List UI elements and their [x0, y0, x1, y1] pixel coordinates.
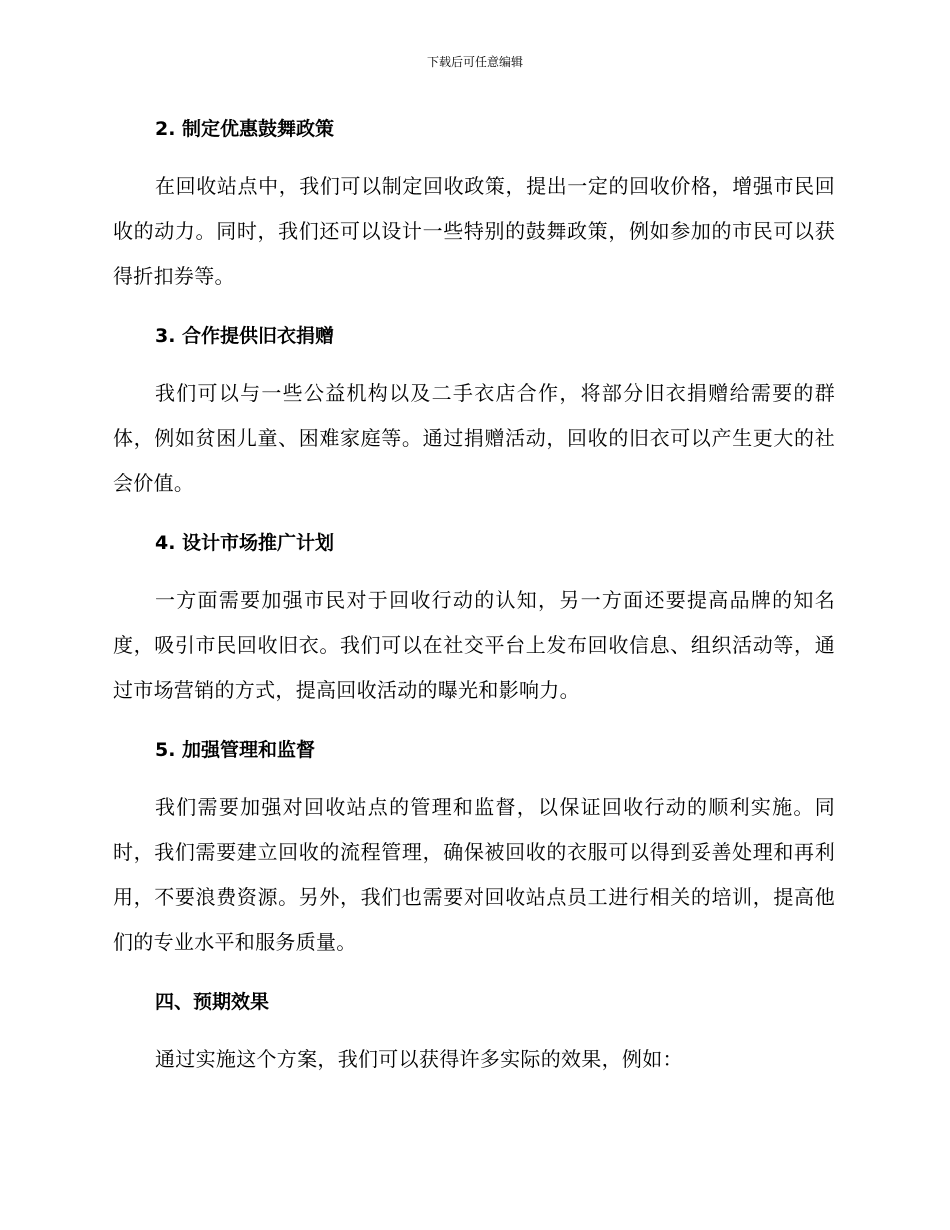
section-heading-3: 3. 合作提供旧衣捐赠	[155, 325, 335, 347]
section-paragraph-3: 我们可以与一些公益机构以及二手衣店合作，将部分旧衣捐赠给需要的群体，例如贫困儿童、困难家庭等。通过捐赠活动，回收的旧衣可以产生更大的社会价值。	[113, 381, 835, 495]
section-heading-5: 5. 加强管理和监督	[155, 739, 316, 761]
document-body	[113, 114, 835, 1082]
section-heading-4: 4. 设计市场推广计划	[155, 532, 335, 554]
section-paragraph-5: 我们需要加强对回收站点的管理和监督，以保证回收行动的顺利实施。同时，我们需要建立回收的流程管理，确保被回收的衣服可以得到妥善处理和再利用，不要浪费资源。另外，我们也需要对回收站点员工进行相关的培训，提高他们的专业水平和服务质量。	[113, 795, 835, 954]
section-paragraph-4: 一方面需要加强市民对于回收行动的认知，另一方面还要提高品牌的知名度，吸引市民回收旧衣。我们可以在社交平台上发布回收信息、组织活动等，通过市场营销的方式，提高回收活动的曝光和影响力。	[113, 588, 835, 702]
section-heading-2: 2. 制定优惠鼓舞政策	[155, 118, 335, 140]
page-header: 下载后可任意编辑	[426, 55, 523, 69]
section-paragraph-expected-effects: 通过实施这个方案，我们可以获得许多实际的效果，例如：	[155, 1047, 683, 1071]
section-heading-expected-effects: 四、预期效果	[155, 991, 270, 1013]
section-paragraph-2: 在回收站点中，我们可以制定回收政策，提出一定的回收价格，增强市民回收的动力。同时，我们还可以设计一些特别的鼓舞政策，例如参加的市民可以获得折扣券等。	[113, 174, 835, 288]
